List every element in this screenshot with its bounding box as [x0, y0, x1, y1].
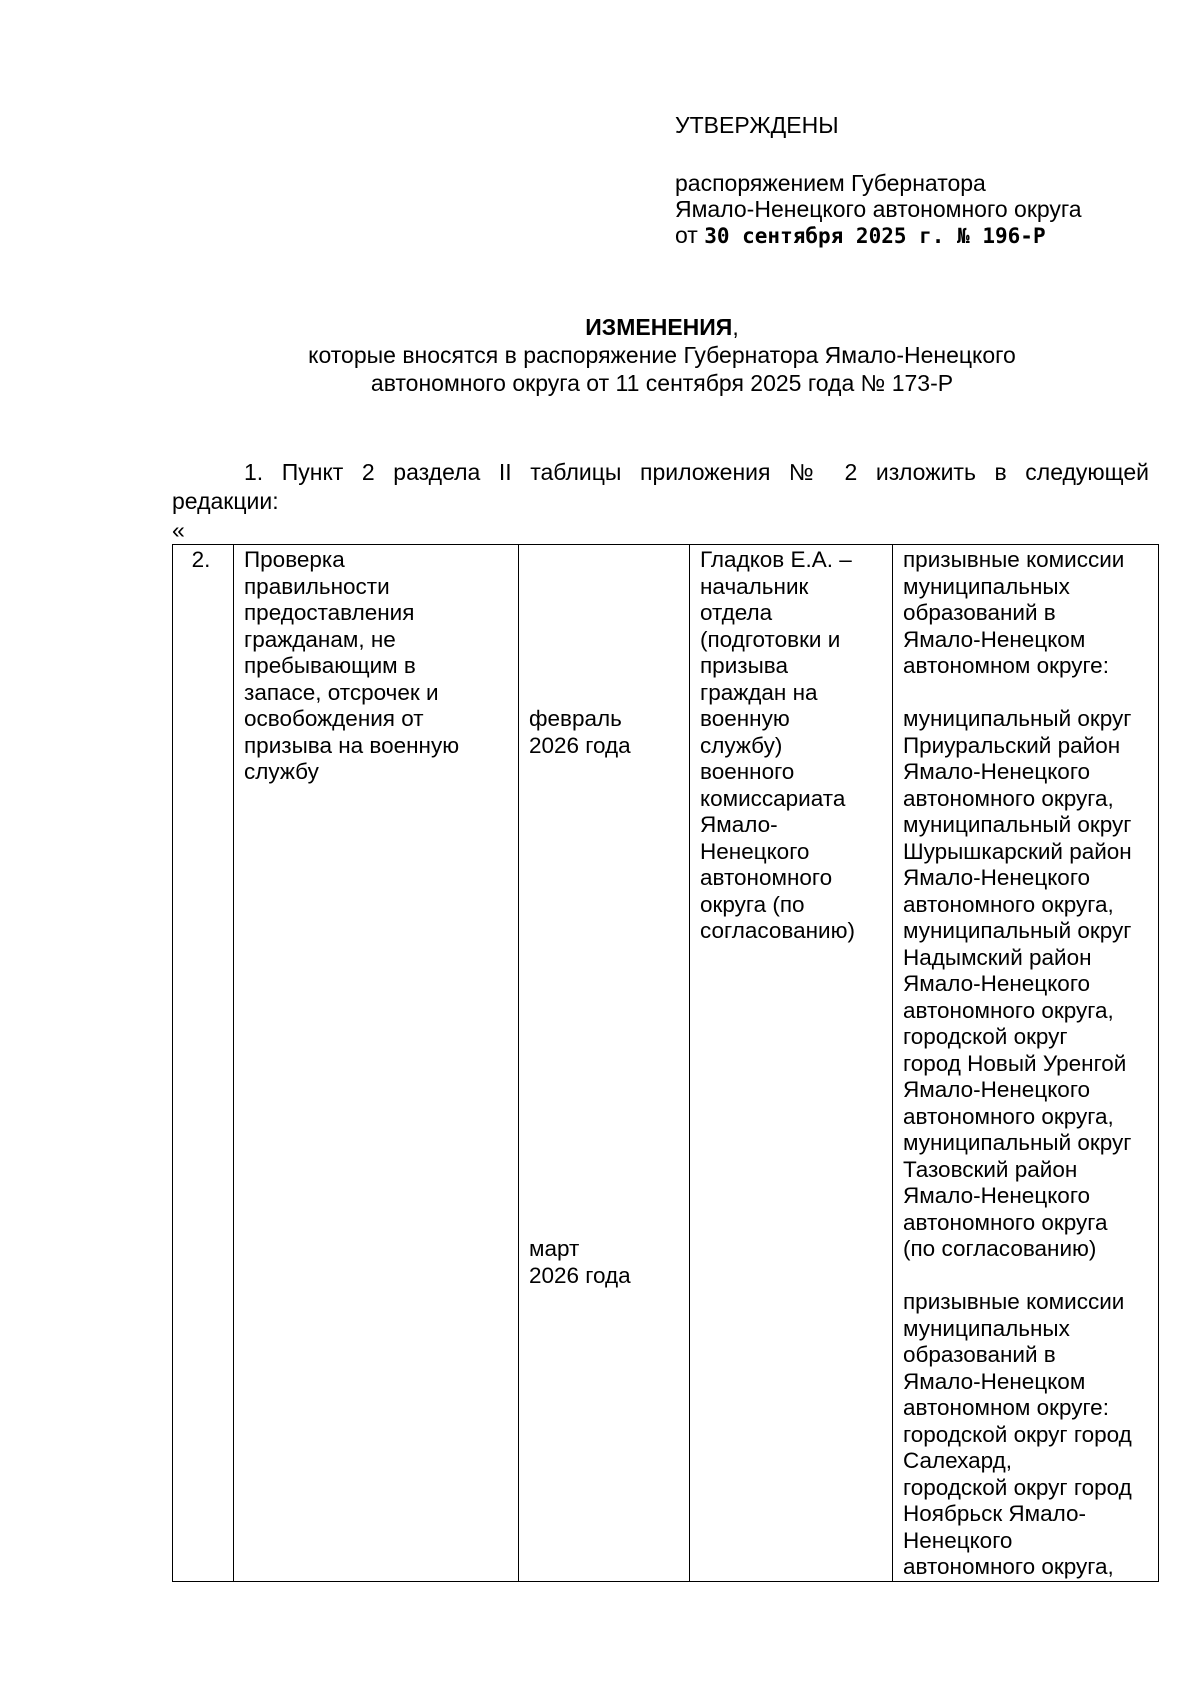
paragraph-line-2: редакции:	[172, 488, 279, 514]
opening-quote: «	[172, 517, 185, 543]
commission-line: автономном округе:	[903, 653, 1109, 678]
commission-line: Ноябрьск Ямало-	[903, 1501, 1087, 1526]
commission-line: (по согласованию)	[903, 1236, 1097, 1261]
commission-line: автономного округа,	[903, 785, 1114, 811]
description-line: освобождения от	[244, 706, 424, 731]
responsible-line: Гладков Е.А. –	[700, 547, 852, 572]
description-line: призыва на военную	[244, 732, 460, 758]
responsible-line: военного	[700, 759, 795, 784]
commission-line: образований в	[903, 600, 1056, 625]
commission-line: призывные комиссии	[903, 1289, 1125, 1314]
responsible-line: округа (по	[700, 891, 805, 917]
commission-line: город Новый Уренгой	[903, 1050, 1127, 1076]
title-comma: ,	[732, 314, 739, 340]
commission-line: Тазовский район	[903, 1156, 1078, 1182]
description-line: пребывающим в	[244, 653, 416, 678]
commission-line: Ямало-Ненецком	[903, 1368, 1086, 1394]
approval-date-prefix: от	[675, 222, 698, 248]
row-number: 2.	[173, 545, 234, 1582]
approval-heading: УТВЕРЖДЕНЫ	[675, 112, 839, 138]
table-row	[173, 545, 1159, 1582]
approval-line-2: Ямало-Ненецкого автономного округа	[675, 196, 1082, 222]
commission-line: Ямало-Ненецкого	[903, 1077, 1091, 1102]
responsible-line: Ямало-	[700, 812, 778, 837]
commission-line: Ненецкого	[903, 1527, 1013, 1553]
commission-line: муниципальных	[903, 1315, 1070, 1341]
commission-line: автономного округа,	[903, 1554, 1114, 1579]
description-line: Проверка	[244, 547, 345, 572]
commission-line: муниципальный округ	[903, 706, 1132, 731]
commission-line: автономного округа,	[903, 1103, 1114, 1129]
approval-date: 30 сентября 2025 г. № 196-Р	[704, 224, 1046, 248]
commission-line: Салехард,	[903, 1448, 1013, 1473]
description-line: предоставления	[244, 600, 415, 625]
commission-line: образований в	[903, 1342, 1056, 1367]
document-title	[172, 313, 1152, 397]
approval-block	[675, 112, 1155, 249]
commission-line: Ямало-Ненецком	[903, 626, 1086, 652]
responsible-line: комиссариата	[700, 785, 846, 811]
commission-line: Надымский район	[903, 944, 1092, 970]
commission-line: Ямало-Ненецкого	[903, 759, 1091, 784]
title-line-2: автономного округа от 11 сентября 2025 года № 173-Р	[370, 370, 954, 396]
description-cell	[234, 545, 519, 1582]
approval-date-line	[675, 222, 1155, 249]
period-cell	[519, 545, 690, 1582]
commission-line: автономного округа,	[903, 891, 1114, 917]
commission-line: муниципальный округ	[903, 918, 1132, 943]
commission-line: Ямало-Ненецкого	[903, 865, 1091, 890]
period-line: 2026 года	[529, 1262, 631, 1288]
commission-line: городской округ	[903, 1024, 1068, 1049]
commission-line: городской округ город	[903, 1474, 1132, 1500]
description-line: службу	[244, 759, 319, 784]
responsible-line: согласованию)	[700, 918, 855, 943]
description-line: правильности	[244, 573, 390, 599]
responsible-cell	[690, 545, 893, 1582]
amendment-table	[172, 544, 1159, 1582]
paragraph-line-1: 1. Пункт 2 раздела II таблицы приложения № 2 изложить в следующей	[244, 459, 1149, 485]
description-line: запасе, отсрочек и	[244, 679, 439, 705]
commission-line: призывные комиссии	[903, 547, 1125, 572]
period-line: февраль	[529, 706, 622, 731]
commission-line: Приуральский район	[903, 732, 1121, 758]
responsible-line: военную	[700, 706, 790, 731]
period-line: март	[529, 1236, 580, 1261]
commissions-cell	[893, 545, 1159, 1582]
title-main: ИЗМЕНЕНИЯ	[585, 314, 733, 340]
commission-line: муниципальных	[903, 573, 1070, 599]
amendment-paragraph	[172, 458, 1149, 516]
responsible-line: граждан на	[700, 679, 818, 705]
responsible-line: отдела	[700, 600, 773, 625]
responsible-line: призыва	[700, 653, 788, 678]
responsible-line: службу)	[700, 732, 783, 758]
commission-line: муниципальный округ	[903, 812, 1132, 837]
commission-line: Шурышкарский район	[903, 838, 1132, 864]
responsible-line: Ненецкого	[700, 838, 810, 864]
commission-line: городской округ город	[903, 1421, 1132, 1447]
description-line: гражданам, не	[244, 626, 396, 652]
period-february	[529, 706, 683, 759]
commission-line: автономного округа,	[903, 997, 1114, 1023]
responsible-line: автономного	[700, 865, 833, 890]
period-line: 2026 года	[529, 732, 631, 758]
responsible-line: (подготовки и	[700, 626, 841, 652]
commission-line: Ямало-Ненецкого	[903, 1183, 1091, 1208]
commission-line: Ямало-Ненецкого	[903, 971, 1091, 996]
commission-line: автономного округа	[903, 1209, 1108, 1235]
approval-line-1: распоряжением Губернатора	[675, 170, 986, 196]
responsible-line: начальник	[700, 573, 809, 599]
period-march	[529, 1236, 683, 1289]
commission-line: муниципальный округ	[903, 1130, 1132, 1155]
commission-line: автономном округе:	[903, 1395, 1109, 1420]
title-line-1: которые вносятся в распоряжение Губернатора Ямало-Ненецкого	[308, 342, 1016, 368]
